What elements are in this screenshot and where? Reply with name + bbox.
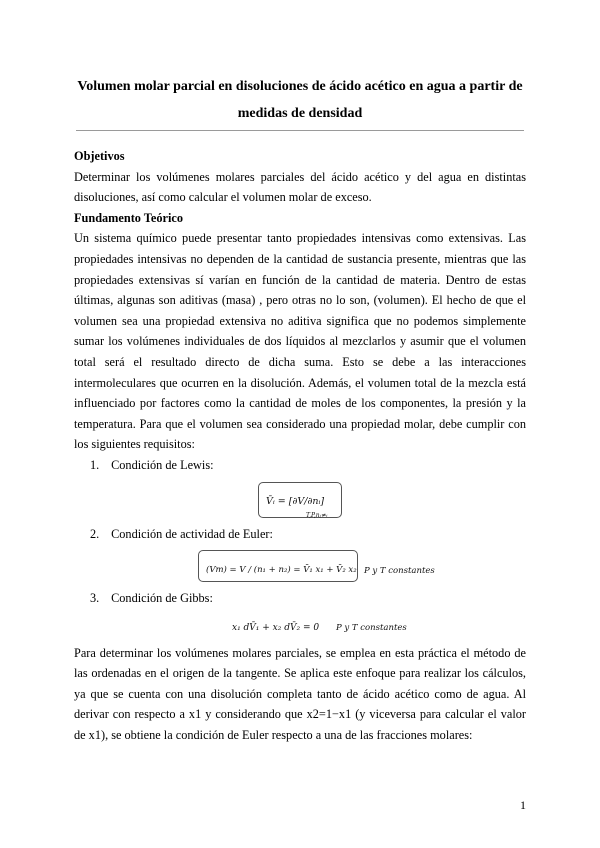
title-divider: [76, 130, 524, 131]
condition-number: 2.: [90, 526, 100, 541]
euler-formula: [74, 544, 526, 588]
euler-equation: (Vm) = V / (n₁ + n₂) = V̄₁ x₁ + V̄₂ x₂: [206, 565, 357, 576]
objetivos-paragraph: Determinar los volúmenes molares parciales del ácido acético y del agua en distintas disoluciones, así como calcular el volumen molar de exceso.: [74, 169, 526, 205]
condition-item-euler: [74, 524, 526, 545]
page-title: Volumen molar parcial en disoluciones de ácido acético en agua a partir de medidas de densidad: [77, 79, 523, 121]
euler-conditions: P y T constantes: [364, 566, 435, 577]
gibbs-equation: x₁ dV̄₁ + x₂ dV̄₂ = 0: [232, 622, 320, 633]
fundamento-heading: Fundamento Teórico: [74, 210, 183, 225]
condition-item-gibbs: [74, 588, 526, 609]
condition-label: Condición de actividad de Euler:: [111, 526, 273, 541]
page-number: 1: [520, 798, 526, 812]
gibbs-formula: [74, 609, 526, 643]
document-body: [74, 146, 526, 746]
lewis-subscript: T,P,nⱼ≠ᵢ: [306, 511, 328, 519]
fundamento-paragraph: Un sistema químico puede presentar tanto propiedades intensivas como extensivas. Las propiedades intensivas no dependen de la cantidad de sustancia presente, mientras que las propiedades extensivas sí varían en función de la cantidad de materia. Dentro de estas últimas, algunas son aditivas (masa) , pero otras no lo son, (volumen). El hecho de que el volumen sea una propiedad extensiva no aditiva significa que no podemos simplemente sumar los volúmenes individuales de dos líquidos al mezclarlos y asumir que el volumen total será el resultado directo de dicha suma. Esto se debe a las interacciones intermoleculares que ocurren en la disolución. Además, el volumen total de la mezcla está influenciado por factores como la cantidad de moles de los componentes, la presión y la temperatura. Para que el volumen sea considerado una propiedad molar, debe cumplir con los siguientes requisitos:: [74, 231, 526, 452]
objetivos-heading: Objetivos: [74, 149, 125, 163]
condition-number: 3.: [90, 591, 100, 606]
condition-label: Condición de Lewis:: [111, 457, 214, 472]
closing-paragraph: Para determinar los volúmenes molares parciales, se emplea en esta práctica el método de las ordenadas en el origen de la tangente. Se aplica este enfoque para realizar los cálculos, ya que se cuenta con una disolución completa tanto de ácido acético como de agua. Al derivar con respecto a x1 y considerando que x2=1−x1 (y viceversa para calcular el valor de x1), se obtiene la condición de Euler respecto a una de las fracciones molares:: [74, 645, 526, 743]
gibbs-conditions: P y T constantes: [336, 622, 407, 633]
condition-item-lewis: [74, 455, 526, 476]
condition-label: Condición de Gibbs:: [111, 591, 213, 606]
lewis-equation: V̄ᵢ = [∂V/∂nᵢ]: [266, 495, 325, 507]
condition-number: 1.: [90, 457, 100, 472]
lewis-formula: [74, 476, 526, 524]
